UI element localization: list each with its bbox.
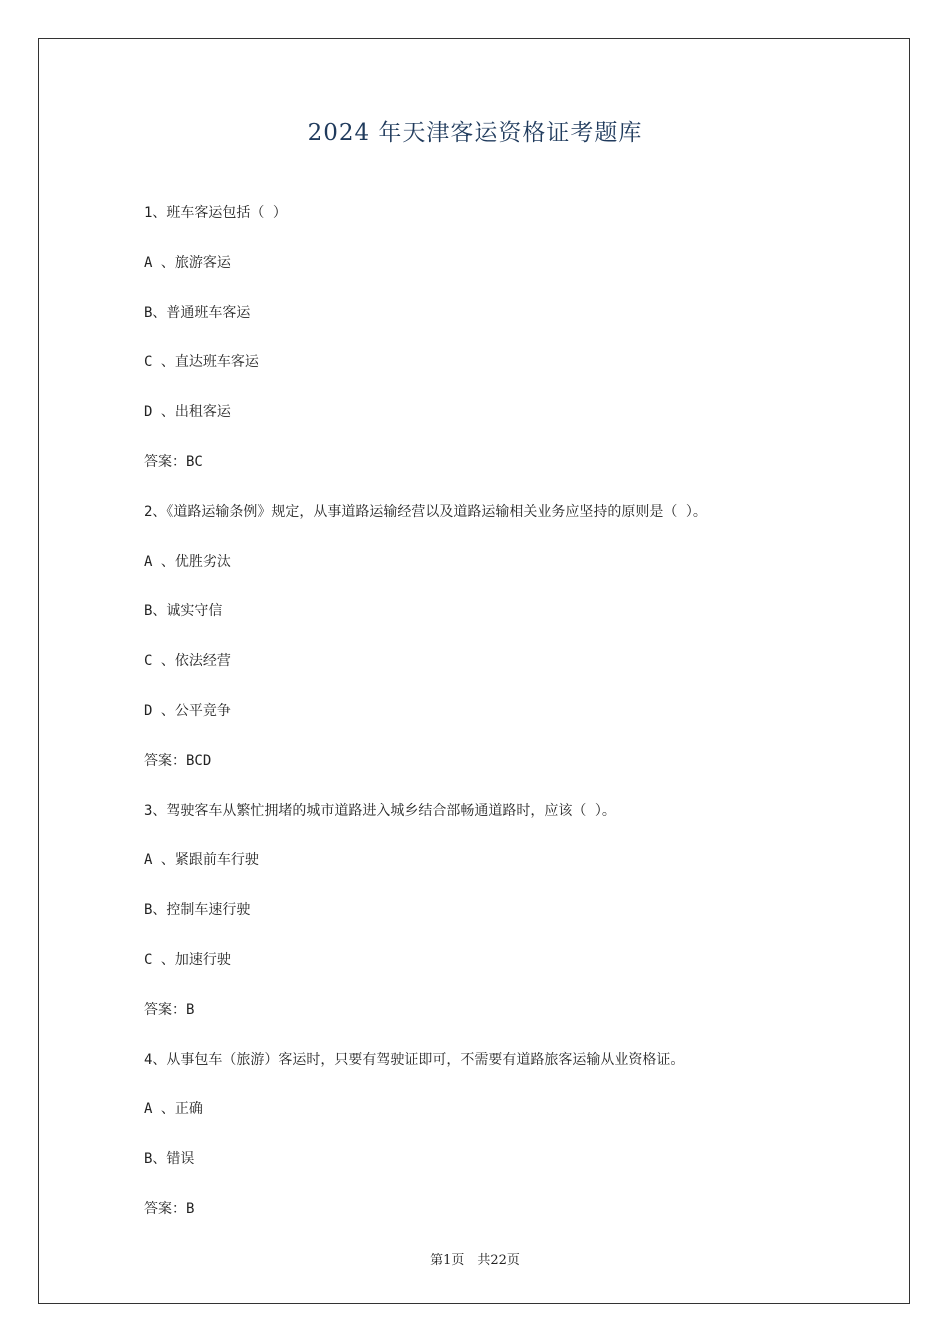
question-4-option-b: B、错误 (144, 1151, 195, 1168)
question-3-answer: 答案：B (144, 1001, 195, 1018)
question-1-answer: 答案：BC (144, 453, 203, 470)
question-4-answer: 答案：B (144, 1200, 195, 1217)
question-list (144, 203, 864, 1249)
question-2-option-d: D 、公平竞争 (144, 702, 231, 719)
question-1-option-a: A 、旅游客运 (144, 254, 231, 271)
question-3-stem: 3、驾驶客车从繁忙拥堵的城市道路进入城乡结合部畅通道路时，应该（ ）。 (144, 802, 616, 819)
question-3-option-a: A 、紧跟前车行驶 (144, 852, 259, 869)
question-1-option-d: D 、出租客运 (144, 404, 231, 421)
question-1-stem: 1、班车客运包括（ ） (144, 205, 287, 221)
page-number: 第1页 共22页 (430, 1253, 520, 1268)
question-2-option-c: C 、依法经营 (144, 653, 231, 670)
question-2-option-b: B、诚实守信 (144, 603, 223, 620)
question-3-option-c: C 、加速行驶 (144, 951, 231, 968)
question-4-option-a: A 、正确 (144, 1101, 203, 1118)
question-4-stem: 4、从事包车（旅游）客运时，只要有驾驶证即可，不需要有道路旅客运输从业资格证。 (144, 1051, 685, 1068)
question-2-answer: 答案：BCD (144, 752, 212, 769)
question-2-option-a: A 、优胜劣汰 (144, 553, 231, 570)
question-3-option-b: B、控制车速行驶 (144, 902, 251, 919)
question-2-stem: 2、《道路运输条例》规定，从事道路运输经营以及道路运输相关业务应坚持的原则是（ ）。 (144, 503, 707, 520)
question-1-option-b: B、普通班车客运 (144, 304, 251, 321)
question-1-option-c: C 、直达班车客运 (144, 354, 259, 371)
document-title: 2024 年天津客运资格证考题库 (307, 120, 643, 146)
